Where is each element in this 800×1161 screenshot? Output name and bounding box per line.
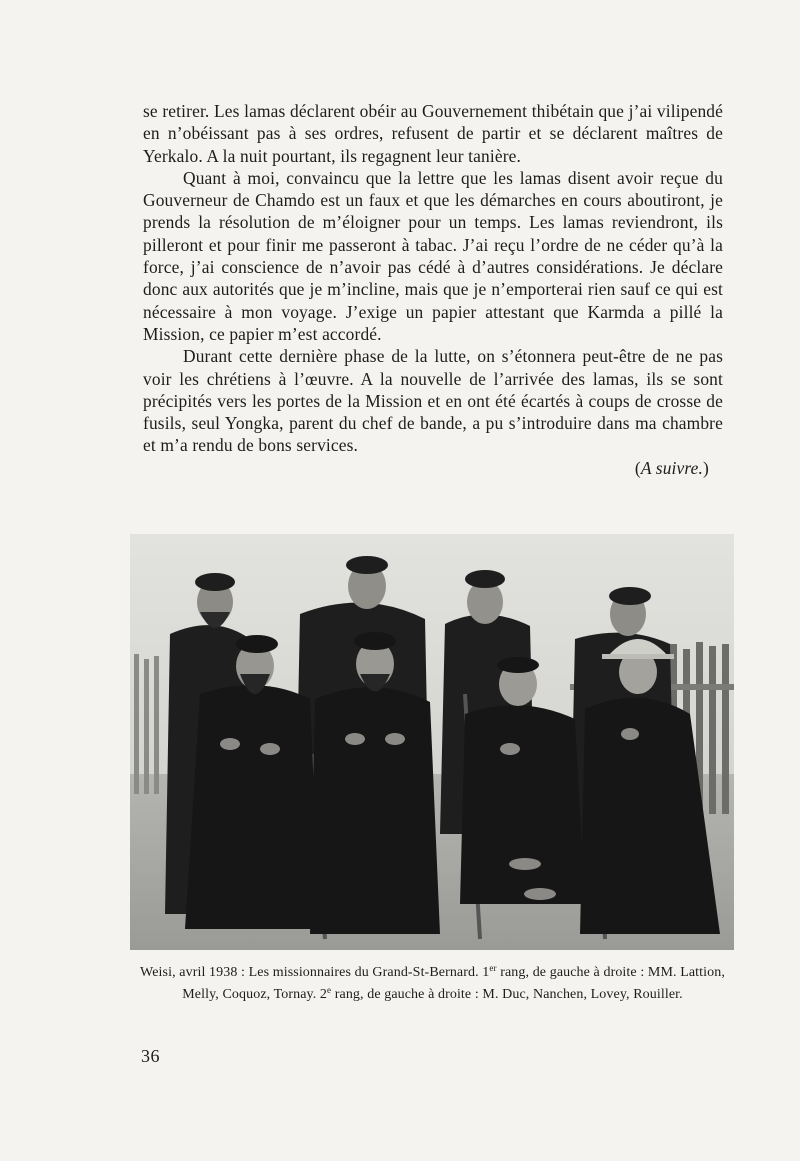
paragraph-2: Quant à moi, convaincu que la lettre que les lamas disent avoir reçue du Gouverneur de Chamdo est un faux et que les démarches en cours aboutiront, je prends la résolution de m’éloigner pour un temps. Les lamas reviendront, ils pilleront et pour finir me passeront à tabac. J’ai reçu l’ordre de ne céder qu’à la force, j’ai conscience de n’avoir pas cédé à d’autres considérations. Je déclare donc aux autorités que je m’incline, mais que je n’emporterai rien sauf ce qui est nécessaire à mon voyage. J’exige un papier attestant que Karmda a pillé la Mission, ce papier m’est accordé. [143, 167, 723, 344]
paragraph-1: se retirer. Les lamas déclarent obéir au Gouvernement thibétain que j’ai vilipendé en n’obéissant pas à ses ordres, refusent de partir et se déclarent maîtres de Yerkalo. A la nuit pourtant, ils regagnent leur tanière. [143, 101, 723, 166]
to-be-continued-note [143, 457, 723, 479]
photo-caption [120, 962, 745, 1006]
open-paren: ( [634, 457, 641, 478]
group-photo [130, 534, 734, 950]
paragraph-3: Durant cette dernière phase de la lutte, on s’étonnera peut-être de ne pas voir les chrétiens à l’œuvre. A la nouvelle de l’arrivée des lamas, ils se sont précipités vers les portes de la Mission et en ont été écartés à coups de crosse de fusils, seul Yongka, parent du chef de bande, a pu s’introduire dans ma chambre et m’a rendu de bons services. [143, 346, 723, 456]
caption-superscript-1: er [489, 963, 497, 973]
page-number: 36 [141, 1046, 160, 1066]
to-be-continued-text: A suivre. [640, 457, 704, 478]
close-paren: ) [703, 457, 709, 478]
caption-part-2: rang, de gauche à droite : MM. Lattion, Melly, Coquoz, Tornay. 2 [182, 965, 725, 1002]
caption-part-1: Weisi, avril 1938 : Les missionnaires du Grand-St-Bernard. 1 [140, 965, 490, 980]
caption-part-3: rang, de gauche à droite : M. Duc, Nanchen, Lovey, Rouiller. [331, 987, 683, 1002]
article-body [143, 100, 723, 479]
caption-superscript-2: e [327, 985, 332, 995]
